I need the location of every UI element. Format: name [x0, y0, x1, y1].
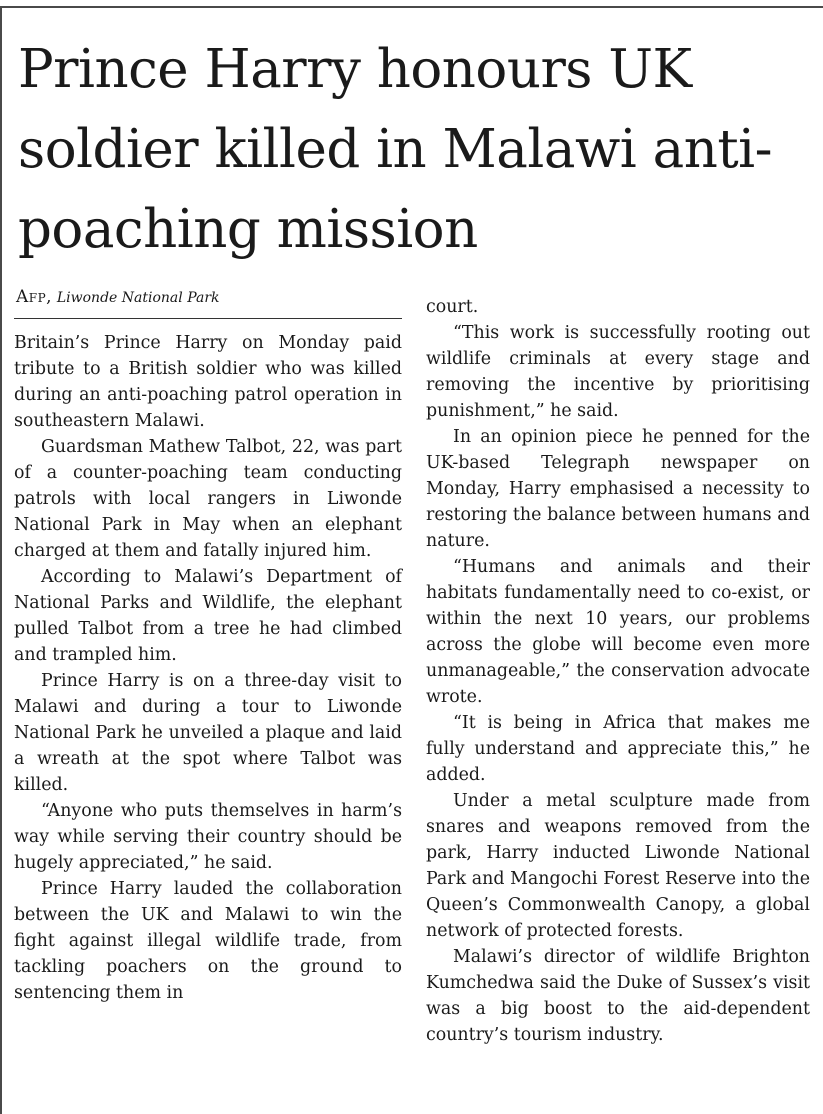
- article-headline: Prince Harry honours UK soldier killed in Malawi anti-poaching mission: [18, 39, 772, 260]
- article-paragraph: In an opinion piece he penned for the UK-based Telegraph newspaper on Monday, Harry emphasised a necessity to restoring the balance between humans and nature.: [426, 427, 810, 551]
- article-paragraph: “Anyone who puts themselves in harm’s way while serving their country should be hugely appreciated,” he said.: [14, 801, 402, 873]
- article-paragraph: court.: [426, 297, 479, 317]
- byline: [16, 287, 400, 308]
- left-border-rule: [0, 6, 2, 1114]
- article-paragraph: “It is being in Africa that makes me fully understand and appreciate this,” he added.: [426, 713, 810, 785]
- article-paragraph: According to Malawi’s Department of National Parks and Wildlife, the elephant pulled Talbot from a tree he had climbed and trampled him.: [14, 567, 402, 665]
- byline-agency: Afp,: [16, 287, 53, 307]
- article-paragraph: Under a metal sculpture made from snares and weapons removed from the park, Harry inducted Liwonde National Park and Mangochi Forest Reserve into the Queen’s Commonwealth Canopy, a global network of protected forests.: [426, 791, 810, 941]
- article-paragraph: Britain’s Prince Harry on Monday paid tribute to a British soldier who was killed during an anti-poaching patrol operation in southeastern Malawi.: [14, 333, 402, 431]
- article-paragraph: Prince Harry lauded the collaboration between the UK and Malawi to win the fight against illegal wildlife trade, from tackling poachers on the ground to sentencing them in: [14, 879, 402, 1003]
- article-paragraph: Guardsman Mathew Talbot, 22, was part of a counter-poaching team conducting patrols with local rangers in Liwonde National Park in May when an elephant charged at them and fatally injured him.: [14, 437, 402, 561]
- article-paragraph: Malawi’s director of wildlife Brighton Kumchedwa said the Duke of Sussex’s visit was a big boost to the aid-dependent country’s tourism industry.: [426, 947, 810, 1045]
- article-column-right: [426, 294, 810, 1048]
- article-paragraph: “This work is successfully rooting out wildlife criminals at every stage and removing the incentive by prioritising punishment,” he said.: [426, 323, 810, 421]
- article-paragraph: “Humans and animals and their habitats fundamentally need to co-exist, or within the next 10 years, our problems across the globe will become even more unmanageable,” the conservation advocate wrote.: [426, 557, 810, 707]
- article-column-left: [14, 330, 402, 1006]
- article-paragraph: Prince Harry is on a three-day visit to Malawi and during a tour to Liwonde National Park he unveiled a plaque and laid a wreath at the spot where Talbot was killed.: [14, 671, 402, 795]
- top-border-rule: [0, 6, 823, 8]
- byline-divider: [14, 318, 402, 319]
- byline-location: Liwonde National Park: [56, 290, 220, 306]
